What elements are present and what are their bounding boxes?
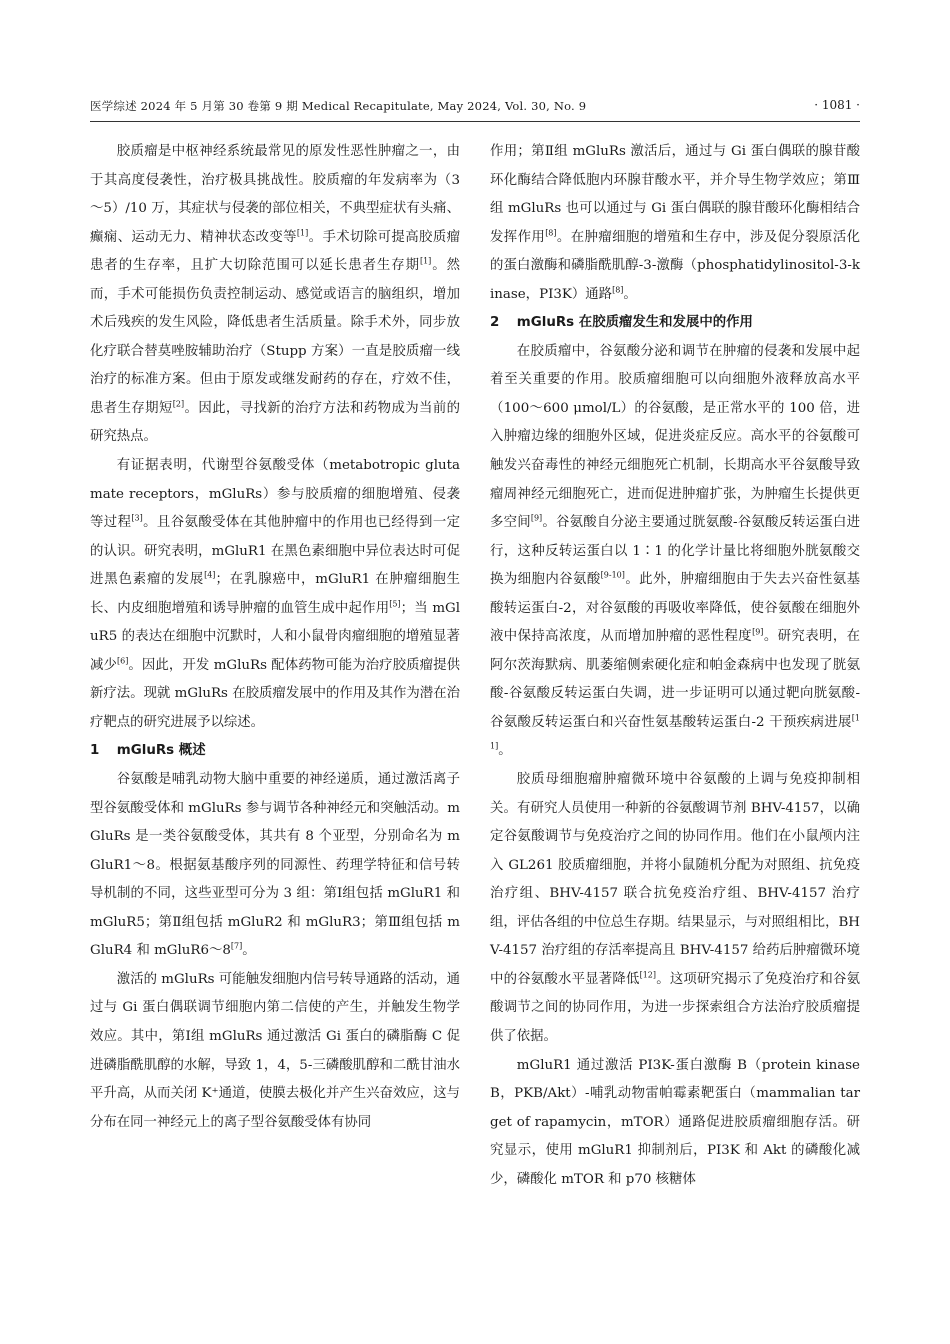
section-heading-1: 1 mGluRs 概述 — [90, 743, 206, 759]
citation-ref: [2] — [172, 399, 185, 409]
citation-ref: [9] — [752, 627, 764, 637]
citation-ref: [9] — [530, 513, 543, 523]
header-rule — [90, 121, 860, 122]
citation-ref: [1] — [419, 256, 432, 266]
citation-ref: [11] — [490, 713, 860, 752]
page-number: · 1081 · — [814, 98, 860, 112]
paragraph-mglur1: mGluR1 通过激活 PI3K-蛋白激酶 B（protein kinase B，PKB/Akt）-哺乳动物雷帕霉素靶蛋白（mammalian target of rapamycin，mTOR）通路促进胶质瘤细胞存活。研究显示，使用 mGluR1 抑制剂后，PI3K 和 Akt 的磷酸化减少，磷酸化 mTOR 和 p70 核糖体 — [490, 1057, 860, 1187]
section-heading-2: 2 mGluRs 在胶质瘤发生和发展中的作用 — [490, 315, 753, 331]
citation-ref: [8] — [612, 285, 624, 295]
paragraph-evidence: 有证据表明，代谢型谷氨酸受体（metabotropic glutamate receptors，mGluRs）参与胶质瘤的细胞增殖、侵袭等过程[3]。且谷氨酸受体在其他肿瘤中的作用也已经得到一定的认识。研究表明，mGluR1 在黑色素细胞中异位表达时可促进黑色素瘤的发展[4]；在乳腺癌中，mGluR1 在肿瘤细胞生长、内皮细胞增殖和诱导肿瘤的血管生成中起作用[5]；当 mGluR5 的表达在细胞中沉默时，人和小鼠骨肉瘤细胞的增殖显著减少[6]。因此，开发 mGluRs 配体药物可能为治疗胶质瘤提供新疗法。现就 mGluRs 在胶质瘤发展中的作用及其作为潜在治疗靶点的研究进展予以综述。 — [90, 458, 461, 730]
paragraph-overview: 谷氨酸是哺乳动物大脑中重要的神经递质，通过激活离子型谷氨酸受体和 mGluRs 参与调节各种神经元和突触活动。mGluRs 是一类谷氨酸受体，其共有 8 个亚型，分别命名为 mGluR1～8。根据氨基酸序列的同源性、药理学特征和信号转导机制的不同，这些亚型可分为 3 组：第Ⅰ组包括 mGluR1 和 mGluR5；第Ⅱ组包括 mGluR2 和 mGluR3；第Ⅲ组包括 mGluR4 和 mGluR6～8[7]。 — [90, 772, 460, 959]
citation-ref: [6] — [116, 656, 129, 666]
journal-citation: 医学综述 2024 年 5 月第 30 卷第 9 期 Medical Recapitulate, May 2024, Vol. 30, No. 9 — [90, 99, 587, 113]
citation-ref: [7] — [230, 941, 243, 951]
paragraph-immunity: 胶质母细胞瘤肿瘤微环境中谷氨酸的上调与免疫抑制相关。有研究人员使用一种新的谷氨酸调节剂 BHV-4157，以确定谷氨酸调节与免疫治疗之间的协同作用。他们在小鼠颅内注入 GL261 胶质瘤细胞，并将小鼠随机分配为对照组、抗免疫治疗组、BHV-4157 联合抗免疫治疗组、BHV-4157 治疗组，评估各组的中位总生存期。结果显示，与对照组相比，BHV-4157 治疗组的存活率提高且 BHV-4157 给药后肿瘤微环境中的谷氨酸水平显著降低[12]。这项研究揭示了免疫治疗和谷氨酸调节之间的协同作用，为进一步探索组合方法治疗胶质瘤提供了依据。 — [490, 772, 861, 1044]
citation-ref: [3] — [131, 513, 143, 523]
paragraph-glutamate: 在胶质瘤中，谷氨酸分泌和调节在肿瘤的侵袭和发展中起着至关重要的作用。胶质瘤细胞可以向细胞外液释放高水平（100～600 μmol/L）的谷氨酸，是正常水平的 100 倍，进入肿瘤边缘的细胞外区域，促进炎症反应。高水平的谷氨酸可触发兴奋毒性的神经元细胞死亡机制，长期高水平谷氨酸导致瘤周神经元细胞死亡，进而促进肿瘤扩张，为肿瘤生长提供更多空间[9]。谷氨酸自分泌主要通过胱氨酸-谷氨酸反转运蛋白进行，这种反转运蛋白以 1∶1 的化学计量比将细胞外胱氨酸交换为细胞内谷氨酸[9-10]。此外，肿瘤细胞由于失去兴奋性氨基酸转运蛋白-2，对谷氨酸的再吸收率降低，使谷氨酸在细胞外液中保持高浓度，从而增加肿瘤的恶性程度[9]。研究表明，在阿尔茨海默病、肌萎缩侧索硬化症和帕金森病中也发现了胱氨酸-谷氨酸反转运蛋白失调，进一步证明可以通过靶向胱氨酸-谷氨酸反转运蛋白和兴奋性氨基酸转运蛋白-2 干预疾病进展[11]。 — [490, 343, 861, 759]
citation-ref: [1] — [296, 228, 309, 238]
citation-ref: [4] — [204, 570, 216, 580]
citation-ref: [9-10] — [600, 570, 625, 580]
citation-ref: [12] — [639, 970, 657, 980]
running-header — [90, 98, 860, 118]
paragraph-intro: 胶质瘤是中枢神经系统最常见的原发性恶性肿瘤之一，由于其高度侵袭性，治疗极具挑战性。胶质瘤的年发病率为（3～5）/10 万，其症状与侵袭的部位相关，不典型症状有头痛、癫痫、运动无力、精神状态改变等[1]。手术切除可提高胶质瘤患者的生存率，且扩大切除范围可以延长患者生存期[1]。然而，手术可能损伤负责控制运动、感觉或语言的脑组织，增加术后残疾的发生风险，降低患者生活质量。除手术外，同步放化疗联合替莫唑胺辅助治疗（Stupp 方案）一直是胶质瘤一线治疗的标准方案。但由于原发或继发耐药的存在，疗效不佳，患者生存期短[2]。因此，寻找新的治疗方法和药物成为当前的研究热点。 — [90, 144, 461, 445]
left-column — [90, 138, 460, 1137]
citation-ref: [8] — [545, 228, 557, 238]
citation-ref: [5] — [389, 599, 401, 609]
paragraph-signaling: 激活的 mGluRs 可能触发细胞内信号转导通路的活动，通过与 Gi 蛋白偶联调节细胞内第二信使的产生，并触发生物学效应。其中，第Ⅰ组 mGluRs 通过激活 Gi 蛋白的磷脂酶 C 促进磷脂酰肌醇的水解，导致 1，4，5-三磷酸肌醇和二酰甘油水平升高，从而关闭 K⁺通道，使膜去极化并产生兴奋效应，这与分布在同一神经元上的离子型谷氨酸受体有协同 — [90, 971, 460, 1130]
right-column — [490, 138, 860, 1194]
paragraph-continued: 作用；第Ⅱ组 mGluRs 激活后，通过与 Gi 蛋白偶联的腺苷酸环化酶结合降低胞内环腺苷酸水平，并介导生物学效应；第Ⅲ组 mGluRs 也可以通过与 Gi 蛋白偶联的腺苷酸环化酶相结合发挥作用[8]。在肿瘤细胞的增殖和生存中，涉及促分裂原活化的蛋白激酶和磷脂酰肌醇-3-激酶（phosphatidylinositol-3-kinase，PI3K）通路[8]。 — [490, 144, 861, 302]
